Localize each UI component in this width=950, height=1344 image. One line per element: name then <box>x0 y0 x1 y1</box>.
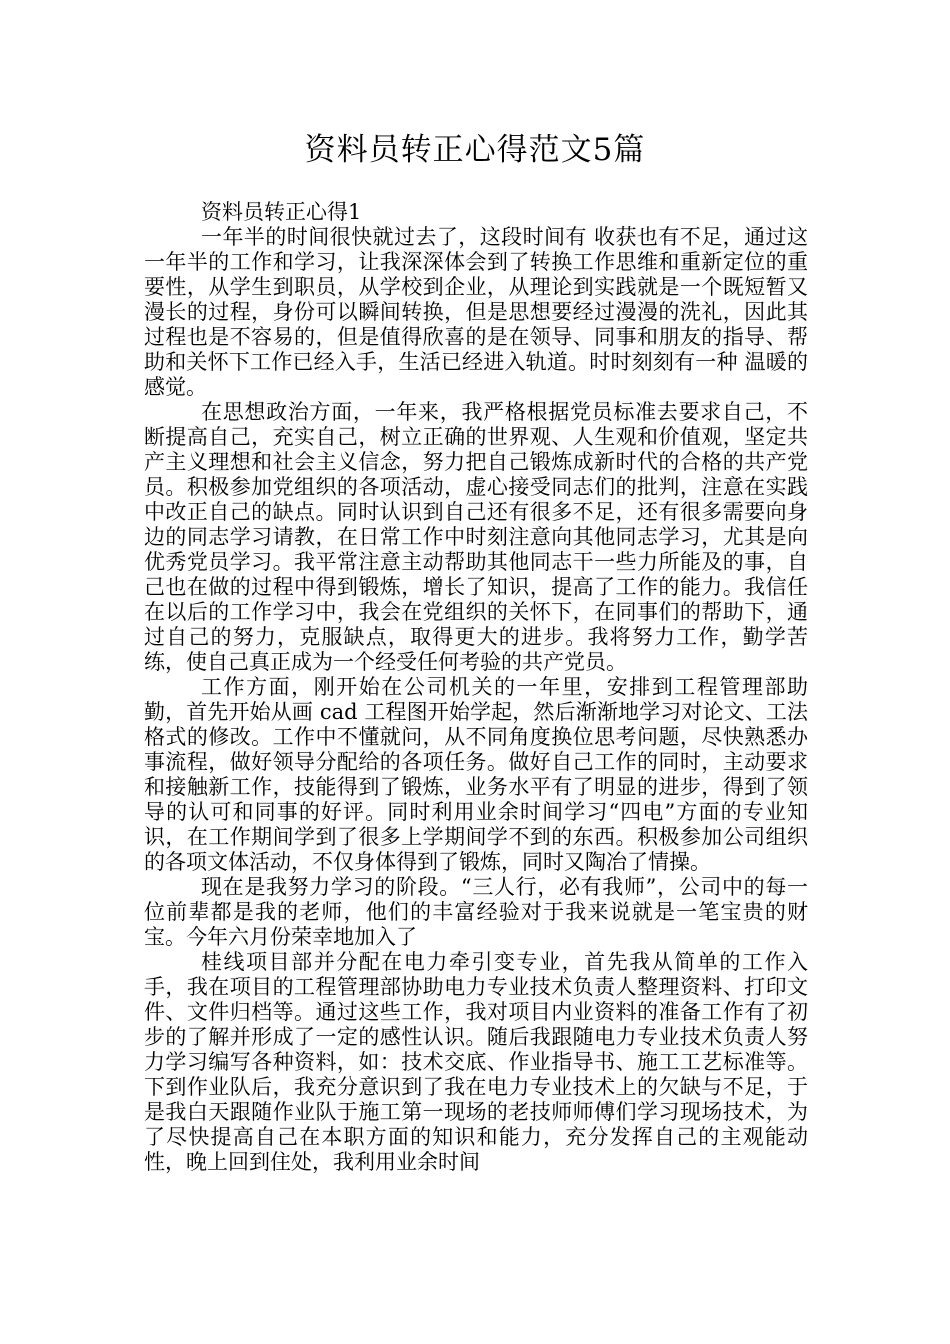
paragraph-5: 桂线项目部并分配在电力牵引变专业，首先我从简单的工作入手，我在项目的工程管理部协助电力专业技术负责人整理资料、打印文件、文件归档等。通过这些工作，我对项目内业资料的准备工作有了初步的了解并形成了一定的感性认识。随后我跟随电力专业技术负责人努力学习编写各种资料，如：技术交底、作业指导书、施工工艺标准等。下到作业队后，我充分意识到了我在电力专业技术上的欠缺与不足，于是我白天跟随作业队于施工第一现场的老技师师傅们学习现场技术，为了尽快提高自己在本职方面的知识和能力，充分发挥自己的主观能动性，晚上回到住处，我利用业余时间 <box>144 950 808 1174</box>
section-heading: 资料员转正心得1 <box>201 200 362 224</box>
document-title: 资料员转正心得范文5篇 <box>304 132 646 168</box>
paragraph-1: 一年半的时间很快就过去了，这段时间有 收获也有不足，通过这一年半的工作和学习，让我深深体会到了转换工作思维和重新定位的重要性，从学生到职员，从学校到企业，从理论到实践就是一个既短暂又漫长的过程，身份可以瞬间转换，但是思想要经过漫漫的洗礼，因此其过程也是不容易的，但是值得欣喜的是在领导、同事和朋友的指导、帮助和关怀下工作已经入手，生活已经进入轨道。时时刻刻有一种 温暖的感觉。 <box>144 225 808 399</box>
paragraph-3: 工作方面，刚开始在公司机关的一年里，安排到工程管理部助勤，首先开始从画 cad 工程图开始学起，然后渐渐地学习对论文、工法格式的修改。工作中不懂就问，从不同角度换位思考问题，尽快熟悉办事流程，做好领导分配给的各项任务。做好自己工作的同时，主动要求和接触新工作，技能得到了锻炼，业务水平有了明显的进步，得到了领导的认可和同事的好评。同时利用业余时间学习“四电”方面的专业知识，在工作期间学到了很多上学期间学不到的东西。积极参加公司组织的各项文体活动，不仅身体得到了锻炼，同时又陶冶了情操。 <box>144 675 808 874</box>
paragraph-2: 在思想政治方面，一年来，我严格根据党员标准去要求自己，不断提高自己，充实自己，树立正确的世界观、人生观和价值观，坚定共产主义理想和社会主义信念，努力把自己锻炼成新时代的合格的共产党员。积极参加党组织的各项活动，虚心接受同志们的批判，注意在实践中改正自己的缺点。同时认识到自己还有很多不足，还有很多需要向身边的同志学习请教，在日常工作中时刻注意向其他同志学习，尤其是向优秀党员学习。我平常注意主动帮助其他同志干一些力所能及的事，自己也在做的过程中得到锻炼，增长了知识，提高了工作的能力。我信任在以后的工作学习中，我会在党组织的关怀下，在同事们的帮助下，通过自己的努力，克服缺点，取得更大的进步。我将努力工作，勤学苦练，使自己真正成为一个经受任何考验的共产党员。 <box>144 400 808 674</box>
paragraph-4: 现在是我努力学习的阶段。“三人行，必有我师”，公司中的每一位前辈都是我的老师，他们的丰富经验对于我来说就是一笔宝贵的财宝。今年六月份荣幸地加入了 <box>144 875 808 949</box>
document-body <box>144 200 808 1175</box>
